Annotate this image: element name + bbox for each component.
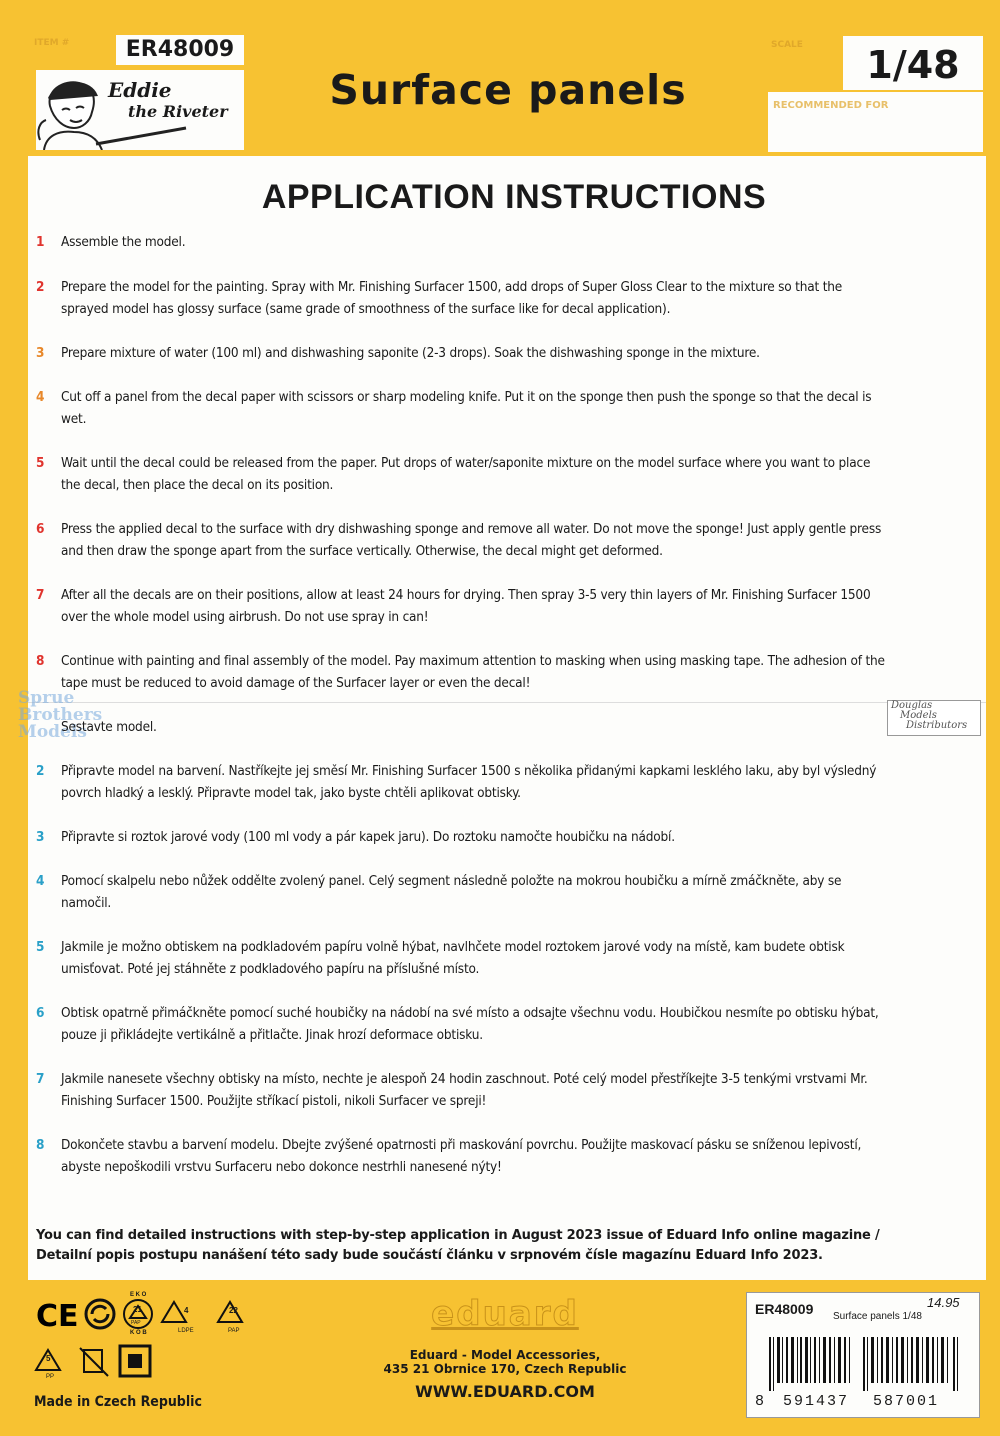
- price-label: [746, 1292, 980, 1418]
- step-text: Cut off a panel from the decal paper with scissors or sharp modeling knife. Put it on the sponge then push the sponge so that the decal is wet.: [61, 389, 872, 427]
- step-number: 4: [36, 389, 45, 405]
- step-en-2: [36, 276, 886, 320]
- step-number: 2: [36, 763, 45, 779]
- step-number: 7: [36, 587, 45, 603]
- svg-text:CE: CE: [36, 1299, 79, 1334]
- step-number: 8: [36, 653, 45, 669]
- step-number: 5: [36, 455, 45, 471]
- spruebrothers-watermark: Sprue Brothers Models: [18, 688, 103, 742]
- barcode-digits-right: 587001: [873, 1393, 940, 1410]
- step-text: Prepare mixture of water (100 ml) and dishwashing saponite (2-3 drops). Soak the dishwashing sponge in the mixture.: [61, 345, 760, 361]
- price-value: 14.95: [927, 1295, 960, 1310]
- barcode-digits-left: 591437: [783, 1393, 850, 1410]
- certification-icons: [34, 1292, 264, 1392]
- step-text: Press the applied decal to the surface with dry dishwashing sponge and remove all water. Do not move the sponge! Just apply gentle press and then draw the sponge apart from the surface vertically. Otherwise, the decal might get deformed.: [61, 521, 882, 559]
- step-cz-2: [36, 760, 886, 804]
- step-text: Prepare the model for the painting. Spray with Mr. Finishing Surfacer 1500, add drops of Super Gloss Clear to the mixture so that the sprayed model has glossy surface (same grade of smoothness of the surface like for decal application).: [61, 279, 843, 317]
- step-cz-4: [36, 870, 886, 914]
- douglas-watermark: [887, 700, 981, 736]
- step-en-1: [36, 231, 886, 253]
- language-divider: [28, 702, 986, 703]
- eduard-logo: eduard: [431, 1294, 579, 1334]
- step-cz-8: [36, 1134, 886, 1178]
- step-cz-5: [36, 936, 886, 980]
- step-number: 1: [36, 234, 45, 250]
- step-number: 4: [36, 873, 45, 889]
- label-name: Surface panels 1/48: [833, 1311, 922, 1322]
- company-address: 435 21 Obrnice 170, Czech Republic: [383, 1362, 627, 1376]
- step-text: Pomocí skalpelu nebo nůžek oddělte zvolený panel. Celý segment následně položte na mokrou houbičku a mírně zmáčkněte, aby se namočil.: [61, 873, 842, 911]
- step-number: 3: [36, 345, 45, 361]
- step-number: 5: [36, 939, 45, 955]
- step-en-3: [36, 342, 886, 364]
- label-code: ER48009: [755, 1301, 814, 1317]
- recycle-label-1: PAP: [131, 1320, 141, 1326]
- page-title: Surface panels: [329, 66, 687, 114]
- step-cz-6: [36, 1002, 886, 1046]
- step-text: Obtisk opatrně přimáčkněte pomocí suché houbičky na nádobí na své místo a odsajte všechnu vodu. Houbičkou nesmíte po obtisku hýbat, pouze ji přikládejte vertikálně a přitlačte. Jinak hrozí deformace obtisku.: [61, 1005, 879, 1043]
- eko-label: E K O: [130, 1292, 147, 1298]
- recycle-label-4: PP: [46, 1374, 55, 1380]
- step-text: Wait until the decal could be released from the paper. Put drops of water/saponite mixture on the model surface where you want to place the decal, then place the decal on its position.: [61, 455, 871, 493]
- scale-label: SCALE: [771, 40, 803, 50]
- recycle-number-4: 5: [46, 1354, 51, 1363]
- recycle-label-2: LDPE: [178, 1328, 194, 1334]
- step-number: 7: [36, 1071, 45, 1087]
- made-in-label: Made in Czech Republic: [34, 1394, 202, 1410]
- header: [28, 32, 986, 156]
- step-text: Dokončete stavbu a barvení modelu. Dbejte zvýšené opatrnosti při maskování povrchu. Použijte maskovací pásku se sníženou lepivostí, abyste nepoškodili vrstvu Surfaceru nebo dokonce nestrhli nanesené nýty!: [61, 1137, 862, 1175]
- logo-text-riveter: the Riveter: [128, 102, 228, 121]
- logo-text-eddie: Eddie: [108, 78, 172, 102]
- recommended-label: RECOMMENDED FOR: [773, 100, 889, 111]
- step-text: Assemble the model.: [61, 234, 186, 250]
- recommended-box: [768, 92, 983, 152]
- step-en-6: [36, 518, 886, 562]
- barcode-digit-first: 8: [755, 1393, 765, 1410]
- step-en-8: [36, 650, 886, 694]
- step-text: Jakmile je možno obtiskem na podkladovém papíru volně hýbat, navlhčete model roztokem jarové vody na místě, kam budete obtisk umisťovat. Poté jej stáhněte z podkladového papíru na příslušné místo.: [61, 939, 845, 977]
- website-link[interactable]: WWW.EDUARD.COM: [415, 1382, 595, 1401]
- step-en-4: [36, 386, 886, 430]
- step-en-7: [36, 584, 886, 628]
- step-number: 3: [36, 829, 45, 845]
- instructions-heading: APPLICATION INSTRUCTIONS: [261, 178, 767, 216]
- logo: [36, 70, 244, 150]
- step-text: Připravte model na barvení. Nastříkejte jej směsí Mr. Finishing Surfacer 1500 s několika přidanými kapkami lesklého laku, aby byl výsledný povrch hladký a lesklý. Připravte model tak, jako byste chtěli aplikovat obtisky.: [61, 763, 877, 801]
- step-text: After all the decals are on their positions, allow at least 24 hours for drying. Then spray 3-5 very thin layers of Mr. Finishing Surfacer 1500 over the whole model using airbrush. Do not use spray in can!: [61, 587, 871, 625]
- step-text: Sestavte model.: [61, 719, 157, 735]
- douglas-line2: Models: [900, 710, 937, 721]
- recycle-number-2: 4: [184, 1306, 189, 1315]
- step-en-5: [36, 452, 886, 496]
- step-number: 2: [36, 279, 45, 295]
- kob-label: K O B: [130, 1330, 147, 1336]
- step-text: Continue with painting and final assembly of the model. Pay maximum attention to masking when using masking tape. The adhesion of the tape must be reduced to avoid damage of the Surfacer layer or even the decal!: [61, 653, 885, 691]
- recycle-number-1: 21: [133, 1305, 142, 1314]
- footer-note: You can find detailed instructions with step-by-step application in August 2023 issue of Eduard Info online magazine / Detailní popis postupu nanášení této sady bude součástí článku v srpnovém čísle magazínu Eduard Info 2023.: [36, 1228, 880, 1263]
- recycle-label-3: PAP: [228, 1328, 240, 1334]
- barcode-icon: [769, 1337, 969, 1391]
- step-text: Jakmile nanesete všechny obtisky na místo, nechte je alespoň 24 hodin zaschnout. Poté celý model přestříkejte 3-5 tenkými vrstvami Mr. Finishing Surfacer 1500. Použijte stříkací pistoli, nikoli Surfacer ve spreji!: [61, 1071, 868, 1109]
- step-text: Připravte si roztok jarové vody (100 ml vody a pár kapek jaru). Do roztoku namočte houbičku na nádobí.: [61, 829, 675, 845]
- recycle-number-3: 22: [229, 1306, 238, 1315]
- company-name: Eduard - Model Accessories,: [409, 1348, 601, 1362]
- step-cz-1: [36, 716, 886, 738]
- douglas-line1: Douglas: [891, 700, 933, 711]
- scale-value: 1/48: [843, 36, 983, 90]
- step-number: 8: [36, 1137, 45, 1153]
- step-number: 6: [36, 521, 45, 537]
- step-cz-3: [36, 826, 886, 848]
- item-label: ITEM #: [34, 38, 70, 48]
- douglas-line3: Distributors: [906, 720, 968, 731]
- step-number: 6: [36, 1005, 45, 1021]
- step-cz-7: [36, 1068, 886, 1112]
- item-code: ER48009: [116, 35, 244, 65]
